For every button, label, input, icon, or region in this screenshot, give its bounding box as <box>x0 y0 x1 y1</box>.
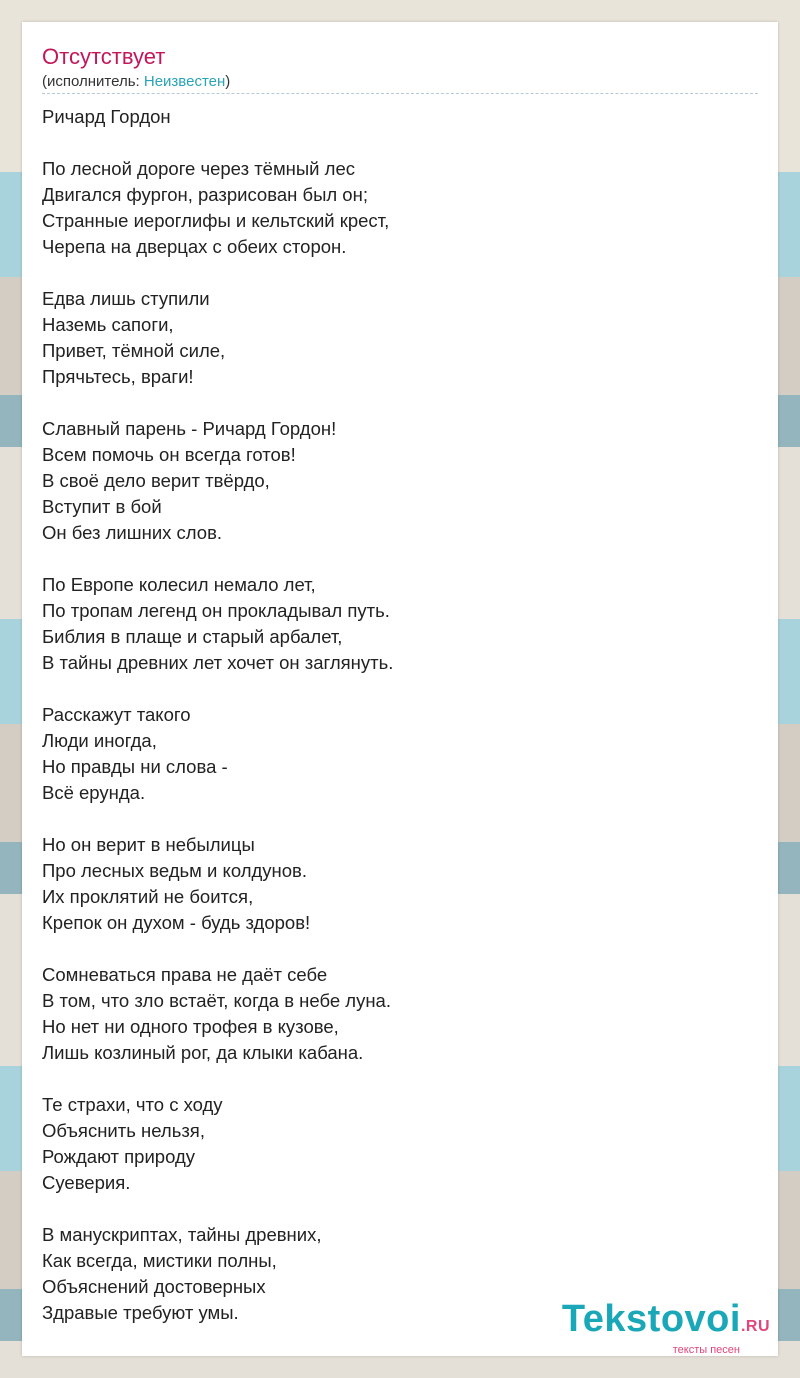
lyrics-card <box>22 22 778 1356</box>
lyric-line: Расскажут такого <box>42 704 191 725</box>
logo-name: Tekstovoi <box>561 1298 741 1340</box>
stanza-break <box>42 676 758 702</box>
lyric-line: Объяснить нельзя, <box>42 1120 205 1141</box>
lyric-line: Библия в плаще и старый арбалет, <box>42 626 343 647</box>
lyric-line: По лесной дороге через тёмный лес <box>42 158 355 179</box>
lyric-line: Их проклятий не боится, <box>42 886 254 907</box>
logo-tagline: тексты песен <box>672 1344 740 1356</box>
logo-wordmark <box>562 1300 770 1346</box>
lyric-line: Странные иероглифы и кельтский крест, <box>42 210 390 231</box>
title-divider <box>42 93 758 94</box>
logo-suffix: .RU <box>740 1318 770 1335</box>
stanza-break <box>42 1196 758 1222</box>
lyric-line: По Европе колесил немало лет, <box>42 574 316 595</box>
lyric-line: Едва лишь ступили <box>42 288 210 309</box>
lyric-line: Суеверия. <box>42 1172 131 1193</box>
site-logo[interactable] <box>562 1300 770 1356</box>
lyric-line: Объяснений достоверных <box>42 1276 266 1297</box>
lyric-line: Сомневаться права не даёт себе <box>42 964 328 985</box>
lyric-line: Вступит в бой <box>42 496 162 517</box>
artist-prefix: (исполнитель: <box>42 73 144 90</box>
lyric-line: Крепок он духом - будь здоров! <box>42 912 311 933</box>
lyric-line: Наземь сапоги, <box>42 314 174 335</box>
stanza-break <box>42 260 758 286</box>
lyric-line: Славный парень - Ричард Гордон! <box>42 418 337 439</box>
lyric-line: Двигался фургон, разрисован был он; <box>42 184 368 205</box>
stanza-break <box>42 390 758 416</box>
lyric-line: Про лесных ведьм и колдунов. <box>42 860 308 881</box>
stanza-break <box>42 130 758 156</box>
lyric-line: Те страхи, что с ходу <box>42 1094 223 1115</box>
stanza-break <box>42 936 758 962</box>
lyric-line: В своё дело верит твёрдо, <box>42 470 270 491</box>
artist-line <box>42 73 230 90</box>
lyric-line: Он без лишних слов. <box>42 522 223 543</box>
lyric-line: Но нет ни одного трофея в кузове, <box>42 1016 339 1037</box>
lyric-line: Как всегда, мистики полны, <box>42 1250 277 1271</box>
lyric-line: В том, что зло встаёт, когда в небе луна. <box>42 990 391 1011</box>
stanza-break <box>42 806 758 832</box>
lyric-line: В манускриптах, тайны древних, <box>42 1224 322 1245</box>
stanza-break <box>42 546 758 572</box>
lyric-line: Черепа на дверцах с обеих сторон. <box>42 236 347 257</box>
lyric-line: Рождают природу <box>42 1146 196 1167</box>
lyric-line: По тропам легенд он прокладывал путь. <box>42 600 390 621</box>
lyric-line: Здравые требуют умы. <box>42 1302 239 1323</box>
song-title: Отсутствует <box>42 44 166 69</box>
stanza-break <box>42 1066 758 1092</box>
lyric-line: В тайны древних лет хочет он заглянуть. <box>42 652 394 673</box>
lyric-line: Всё ерунда. <box>42 782 146 803</box>
artist-link[interactable]: Неизвестен <box>143 73 226 90</box>
lyric-line: Привет, тёмной силе, <box>42 340 226 361</box>
lyric-line: Прячьтесь, враги! <box>42 366 194 387</box>
lyric-line: Люди иногда, <box>42 730 157 751</box>
lyric-line: Всем помочь он всегда готов! <box>42 444 296 465</box>
artist-suffix: ) <box>225 73 231 90</box>
lyric-line: Ричард Гордон <box>42 106 171 127</box>
lyrics-body <box>42 104 758 1326</box>
lyric-line: Но правды ни слова - <box>42 756 228 777</box>
lyric-line: Лишь козлиный рог, да клыки кабана. <box>42 1042 364 1063</box>
lyric-line: Но он верит в небылицы <box>42 834 255 855</box>
